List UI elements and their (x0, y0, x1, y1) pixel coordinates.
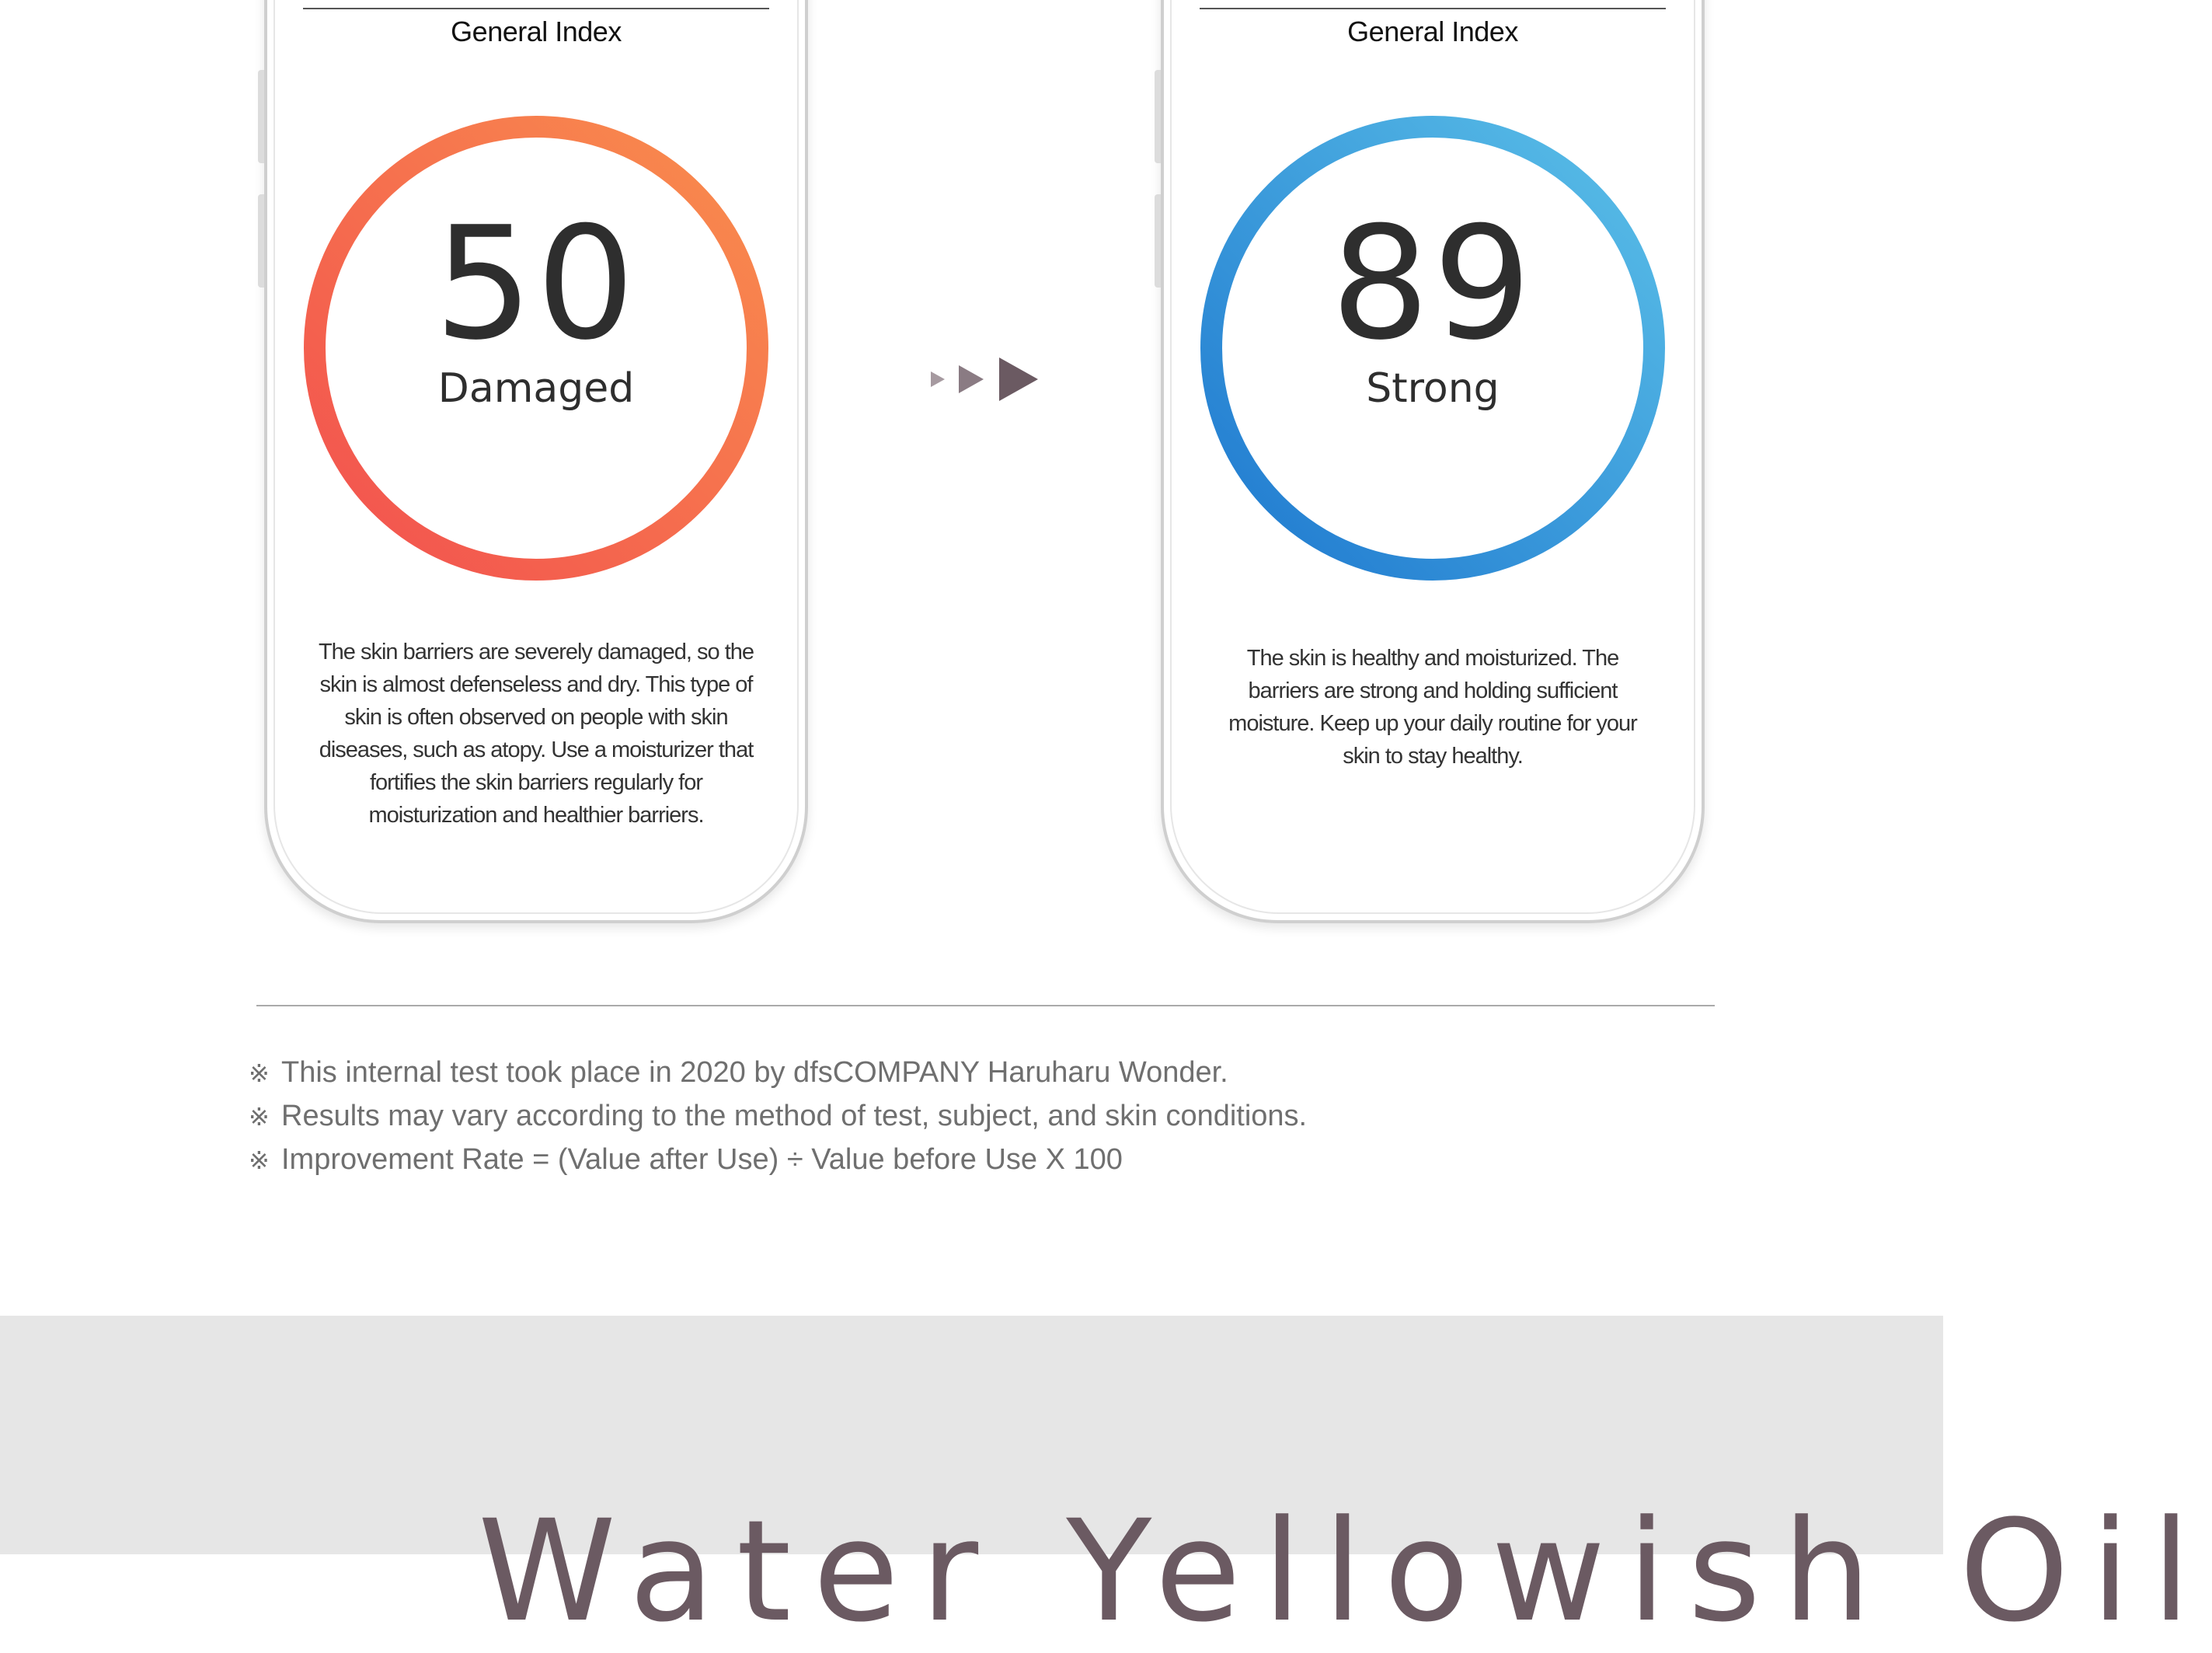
score-status: Strong (1366, 365, 1500, 412)
reference-mark-icon: ※ (249, 1058, 270, 1088)
phone-side-button (1155, 194, 1161, 288)
score-status: Damaged (437, 365, 635, 412)
score-ring (303, 115, 769, 581)
footnote-text: Improvement Rate = (Value after Use) ÷ Value before Use X 100 (281, 1143, 1123, 1176)
score-value: 89 (1330, 194, 1535, 375)
footnote-text: This internal test took place in 2020 by dfsCOMPANY Haruharu Wonder. (281, 1056, 1228, 1089)
section-divider (256, 1005, 1715, 1006)
reference-mark-icon: ※ (249, 1146, 270, 1175)
next-section-band (0, 1316, 2212, 1653)
arrow-medium-icon (959, 365, 984, 393)
footnote-text: Results may vary according to the method of test, subject, and skin conditions. (281, 1100, 1308, 1132)
score-description: The skin is healthy and moisturized. The barriers are strong and holding sufficient moisture. Keep up your daily routine for your skin to stay healthy. (1228, 646, 1637, 769)
triple-play-arrow-icon (929, 356, 1038, 403)
arrow-small-icon (931, 371, 945, 387)
footnote (249, 1138, 1307, 1181)
general-index-title: General Index (451, 16, 622, 47)
footnote (249, 1051, 1307, 1094)
score-ring (1200, 115, 1666, 581)
phone-side-button (258, 194, 264, 288)
arrow-large-icon (999, 357, 1038, 401)
phone-mockup-after (1161, 0, 1705, 923)
phone-mockup-before (264, 0, 808, 923)
footnote (249, 1094, 1307, 1138)
score-description: The skin barriers are severely damaged, so the skin is almost defenseless and dry. This type of skin is often observed on people with skin diseases, such as atopy. Use a moisturizer that fortifies the skin barriers regularly for moisturization and healthier barriers. (318, 640, 754, 828)
section-heading: Water Yellowish Oil (478, 1491, 2212, 1653)
general-index-title: General Index (1347, 16, 1518, 47)
phone-side-button (258, 70, 264, 163)
footnotes (249, 1051, 1307, 1181)
header-divider (1200, 8, 1666, 9)
header-divider (303, 8, 769, 9)
score-value: 50 (434, 194, 639, 375)
reference-mark-icon: ※ (249, 1102, 270, 1132)
phone-side-button (1155, 70, 1161, 163)
